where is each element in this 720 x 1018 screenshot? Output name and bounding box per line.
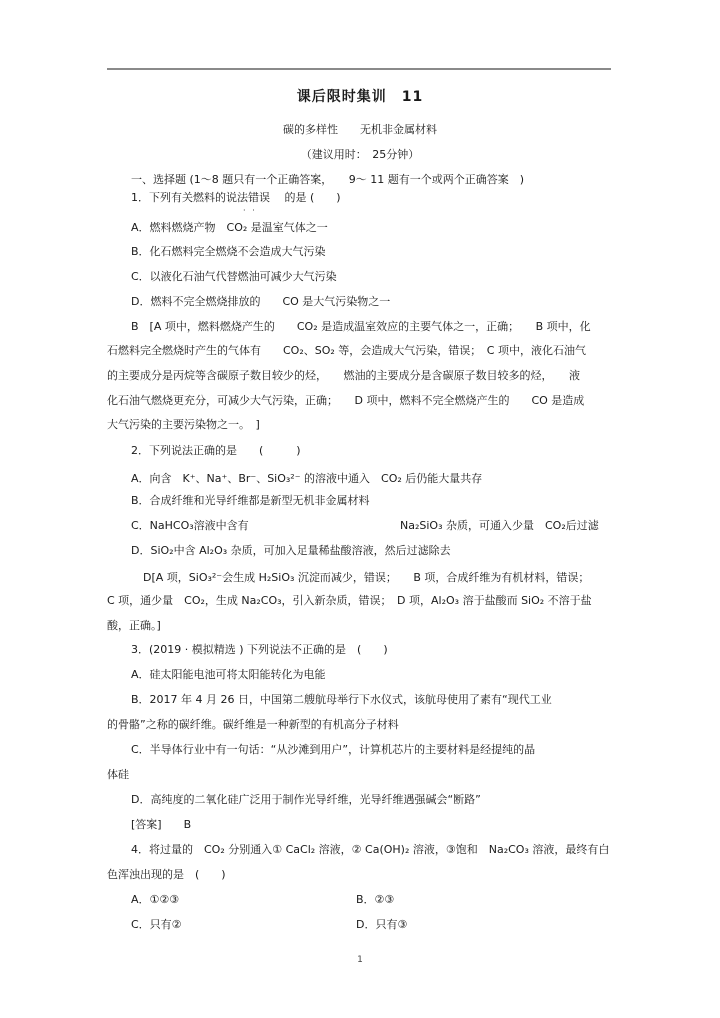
q4-stem-continued: 色浑浊出现的是 ( ) xyxy=(107,868,226,881)
q3-option-c: C．半导体行业中有一句话：“从沙滩到用户”，计算机芯片的主要材料是经提纯的晶 xyxy=(131,743,536,756)
q3-option-d: D．高纯度的二氧化硅广泛用于制作光导纤维，光导纤维遇强碱会“断路” xyxy=(131,793,481,806)
q3-option-c-continued: 体硅 xyxy=(107,768,129,781)
q3-option-b: B．2017 年 4 月 26 日，中国第二艘航母举行下水仪式，该航母使用了素有“现代工业 xyxy=(131,693,552,706)
section-heading: 一、选择题 (1～8 题只有一个正确答案， 9～ 11 题有一个或两个正确答案 ) xyxy=(131,173,525,186)
q2-explanation-line: 酸，正确。] xyxy=(107,619,161,632)
q4-option-a: A．①②③ xyxy=(131,893,180,906)
q1-option-b: B．化石燃料完全燃烧不会造成大气污染 xyxy=(131,245,326,258)
q3-stem: 3．(2019 · 模拟精选 ) 下列说法不正确的是 ( ) xyxy=(131,643,388,656)
q2-explanation-line: D[A 项，SiO₃²⁻会生成 H₂SiO₃ 沉淀而减少，错误； B 项，合成纤维为有机材料，错误； xyxy=(143,571,590,584)
q3-option-b-continued: 的骨骼”之称的碳纤维。碳纤维是一种新型的有机高分子材料 xyxy=(107,718,399,731)
q2-option-d: D．SiO₂中含 Al₂O₃ 杂质，可加入足量稀盐酸溶液，然后过滤除去 xyxy=(131,544,451,557)
q2-option-b: B．合成纤维和光导纤维都是新型无机非金属材料 xyxy=(131,494,370,507)
q1-explanation-line: B [A 项中，燃料燃烧产生的 CO₂ 是造成温室效应的主要气体之一，正确； B 项中，化 xyxy=(131,320,591,333)
q1-explanation-line: 大气污染的主要污染物之一。 ] xyxy=(107,418,260,431)
q2-option-a: A．向含 K⁺、Na⁺、Br⁻、SiO₃²⁻ 的溶液中通入 CO₂ 后仍能大量共存 xyxy=(131,472,483,485)
emphasis-dots: · · xyxy=(243,206,257,215)
q1-option-d: D．燃料不完全燃烧排放的 CO 是大气污染物之一 xyxy=(131,295,391,308)
q1-option-c: C．以液化石油气代替燃油可减少大气污染 xyxy=(131,270,337,283)
page-title: 课后限时集训 11 xyxy=(296,89,424,105)
header-rule xyxy=(107,68,611,70)
q2-stem: 2．下列说法正确的是 ( ) xyxy=(131,444,301,457)
q2-option-c-continued: Na₂SiO₃ 杂质，可通入少量 CO₂后过滤 xyxy=(400,519,599,532)
q1-stem: 1．下列有关燃料的说法错误 的是 ( ) xyxy=(131,191,341,204)
page-number: 1 xyxy=(357,955,363,965)
q2-explanation-line: C 项，通少量 CO₂，生成 Na₂CO₃，引入新杂质，错误； D 项，Al₂O₃ 溶于盐酸而 SiO₂ 不溶于盐 xyxy=(107,594,592,607)
q4-option-d: D．只有③ xyxy=(356,918,408,931)
q2-option-c: C．NaHCO₃溶液中含有 xyxy=(131,519,249,532)
q4-option-c: C．只有② xyxy=(131,918,182,931)
subtitle: 碳的多样性 无机非金属材料 xyxy=(283,123,437,136)
q4-option-b: B．②③ xyxy=(356,893,395,906)
q1-explanation-line: 石燃料完全燃烧时产生的气体有 CO₂、SO₂ 等，会造成大气污染，错误； C 项中，液化石油气 xyxy=(107,344,586,357)
q1-explanation-line: 的主要成分是丙烷等含碳原子数目较少的烃， 燃油的主要成分是含碳原子数目较多的烃， 液 xyxy=(107,369,580,382)
q3-option-a: A．硅太阳能电池可将太阳能转化为电能 xyxy=(131,668,326,681)
q1-option-a: A．燃料燃烧产物 CO₂ 是温室气体之一 xyxy=(131,221,328,234)
q3-answer: [答案] B xyxy=(131,818,192,831)
q1-explanation-line: 化石油气燃烧更充分，可减少大气污染，正确； D 项中，燃料不完全燃烧产生的 CO 是造成 xyxy=(107,394,585,407)
q4-stem: 4．将过量的 CO₂ 分别通入① CaCl₂ 溶液，② Ca(OH)₂ 溶液，③饱和 Na₂CO₃ 溶液，最终有白 xyxy=(131,843,610,856)
time-note: （建议用时： 25分钟） xyxy=(300,148,420,161)
